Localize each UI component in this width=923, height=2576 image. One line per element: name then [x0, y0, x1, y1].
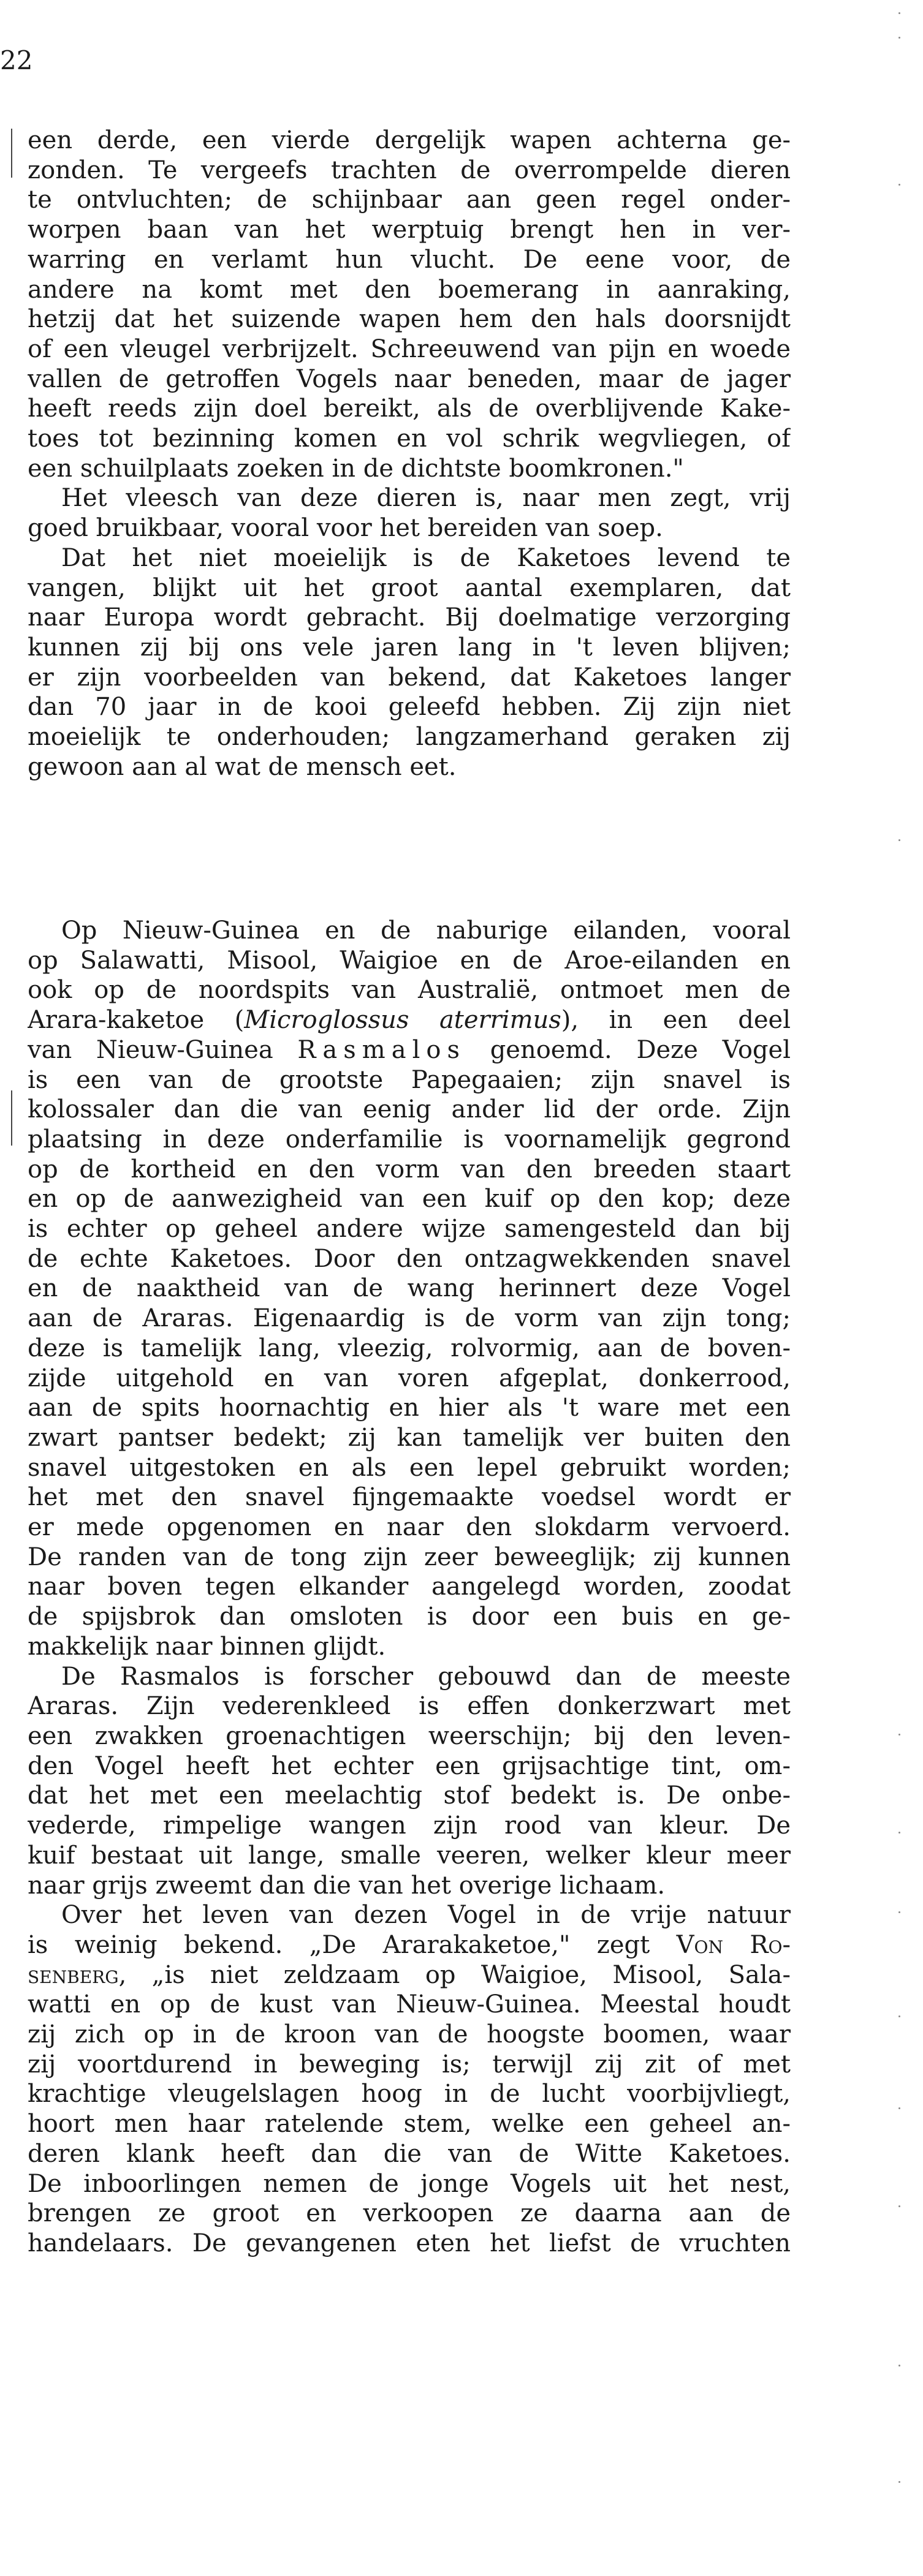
- text-line: ook op de noordspits van Australië, ontmoet men de: [28, 976, 791, 1005]
- text-line: een derde, een vierde dergelijk wapen achterna ge-: [28, 126, 791, 154]
- text-line: zij voortdurend in beweging is; terwijl zij zit of met: [28, 2050, 791, 2079]
- text-line: [28, 1930, 791, 1960]
- text-line: goed bruikbaar, vooral voor het bereiden van soep.: [28, 514, 663, 543]
- text-line: plaatsing in deze onderfamilie is voornamelijk gegrond: [28, 1125, 791, 1154]
- text-line: Het vleesch van deze dieren is, naar men zegt, vrij: [61, 484, 791, 513]
- text-line: op Salawatti, Misool, Waigioe en de Aroe-eilanden en: [28, 946, 791, 975]
- margin-rule: [11, 1090, 12, 1146]
- text-line: krachtige vleugelslagen hoog in de lucht voorbijvliegt,: [28, 2080, 791, 2109]
- text-line: of een vleugel verbrijzelt. Schreeuwend van pijn en woede: [28, 334, 791, 363]
- text-fragment: ), in een deel: [561, 1006, 791, 1035]
- text-line: moeielijk te onderhouden; langzamerhand geraken zij: [28, 723, 791, 752]
- text-line: De inboorlingen nemen de jonge Vogels uit het nest,: [28, 2169, 791, 2198]
- text-line: worpen baan van het werptuig brengt hen in ver-: [28, 216, 791, 244]
- text-line: naar boven tegen elkander aangelegd worden, zoodat: [28, 1573, 791, 1601]
- text-line: de echte Kaketoes. Door den ontzagwekkenden snavel: [28, 1244, 791, 1273]
- text-line: warring en verlamt hun vlucht. De eene voor, de: [28, 245, 791, 274]
- text-line: Araras. Zijn vederenkleed is effen donkerzwart met: [28, 1692, 791, 1721]
- text-line: op de kortheid en den vorm van den breeden staart: [28, 1155, 791, 1184]
- text-line: snavel uitgestoken en als een lepel gebruikt worden;: [28, 1453, 791, 1482]
- text-line: zijde uitgehold en van voren afgeplat, donkerrood,: [28, 1364, 791, 1392]
- text-line: naar grijs zweemt dan die van het overige lichaam.: [28, 1871, 666, 1900]
- text-line: brengen ze groot en verkoopen ze daarna aan de: [28, 2199, 791, 2228]
- text-line: er mede opgenomen en naar den slokdarm vervoerd.: [28, 1513, 791, 1542]
- text-line: gewoon aan al wat de mensch eet.: [28, 752, 457, 781]
- text-line: den Vogel heeft het echter een grijsachtige tint, om-: [28, 1751, 791, 1780]
- text-line: [28, 1960, 791, 1990]
- text-line: deze is tamelijk lang, vleezig, rolvormig, aan de boven-: [28, 1334, 791, 1362]
- text-line: en op de aanwezigheid van een kuif op den kop; deze: [28, 1185, 791, 1214]
- text-line: de spijsbrok dan omsloten is door een buis en ge-: [28, 1603, 791, 1631]
- text-line: naar Europa wordt gebracht. Bij doelmatige verzorging: [28, 603, 791, 632]
- text-fragment: is weinig bekend. „De Ararakaketoe," zegt: [28, 1930, 650, 1959]
- text-line: vangen, blijkt uit het groot aantal exemplaren, dat: [28, 573, 791, 602]
- text-line: dan 70 jaar in de kooi geleefd hebben. Zij zijn niet: [28, 693, 791, 722]
- text-line: [28, 1035, 791, 1065]
- text-line: een schuilplaats zoeken in de dichtste boomkronen.": [28, 454, 684, 483]
- page-number: 22: [0, 45, 33, 75]
- text-line: makkelijk naar binnen glijdt.: [28, 1632, 386, 1661]
- text-line: Op Nieuw-Guinea en de naburige eilanden, vooral: [61, 916, 791, 945]
- text-fragment: genoemd. Deze Vogel: [465, 1035, 791, 1064]
- paragraph-block-rasmalos: [28, 916, 791, 2259]
- text-line: De Rasmalos is forscher gebouwd dan de meeste: [61, 1662, 791, 1691]
- text-line: [28, 1005, 791, 1035]
- margin-rule: [11, 129, 12, 178]
- text-line: vederde, rimpelige wangen zijn rood van kleur. De: [28, 1811, 791, 1840]
- text-line: deren klank heeft dan die van de Witte Kaketoes.: [28, 2139, 791, 2168]
- native-name: Rasmalos: [297, 1035, 466, 1064]
- text-line: andere na komt met den boemerang in aanraking,: [28, 275, 791, 304]
- scan-margin-specks: [892, 0, 911, 2576]
- text-line: heeft reeds zijn doel bereikt, als de overblijvende Kake-: [28, 395, 791, 423]
- text-line: kuif bestaat uit lange, smalle veeren, welker kleur meer: [28, 1841, 791, 1870]
- text-line: aan de spits hoornachtig en hier als 't ware met een: [28, 1394, 791, 1422]
- text-line: is een van de grootste Papegaaien; zijn snavel is: [28, 1065, 791, 1094]
- text-line: vallen de getroffen Vogels naar beneden, maar de jager: [28, 364, 791, 393]
- author-name: Von Ro-: [676, 1930, 791, 1959]
- text-line: Dat het niet moeielijk is de Kaketoes levend te: [61, 543, 791, 572]
- species-latin-name: Microglossus aterrimus: [244, 1006, 561, 1035]
- text-line: kunnen zij bij ons vele jaren lang in 't leven blijven;: [28, 633, 791, 662]
- text-line: De randen van de tong zijn zeer beweeglijk; zij kunnen: [28, 1543, 791, 1571]
- text-line: zwart pantser bedekt; zij kan tamelijk ver buiten den: [28, 1423, 791, 1452]
- text-line: een zwakken groenachtigen weerschijn; bij den leven-: [28, 1721, 791, 1750]
- text-line: zonden. Te vergeefs trachten de overrompelde dieren: [28, 156, 791, 184]
- text-line: er zijn voorbeelden van bekend, dat Kaketoes langer: [28, 663, 791, 692]
- text-line: kolossaler dan die van eenig ander lid der orde. Zijn: [28, 1095, 791, 1124]
- text-line: en de naaktheid van de wang herinnert deze Vogel: [28, 1274, 791, 1303]
- text-line: handelaars. De gevangenen eten het liefst de vruchten: [28, 2229, 791, 2257]
- author-name: senberg: [28, 1960, 119, 1989]
- text-fragment: van Nieuw-Guinea: [28, 1035, 298, 1064]
- text-line: dat het met een meelachtig stof bedekt is. De onbe-: [28, 1781, 791, 1810]
- text-line: toes tot bezinning komen en vol schrik wegvliegen, of: [28, 425, 791, 453]
- text-line: hoort men haar ratelende stem, welke een geheel an-: [28, 2110, 791, 2139]
- text-line: Over het leven van dezen Vogel in de vrije natuur: [61, 1901, 791, 1930]
- text-line: te ontvluchten; de schijnbaar aan geen regel onder-: [28, 186, 791, 214]
- text-line: zij zich op in de kroon van de hoogste boomen, waar: [28, 2020, 791, 2049]
- text-line: het met den snavel fijngemaakte voedsel wordt er: [28, 1483, 791, 1512]
- text-line: is echter op geheel andere wijze samengesteld dan bij: [28, 1215, 791, 1244]
- paragraph-block-kaketoes: [28, 126, 791, 782]
- species-common-name: Arara-kaketoe (: [28, 1006, 245, 1035]
- text-line: aan de Araras. Eigenaardig is de vorm van zijn tong;: [28, 1304, 791, 1333]
- text-fragment: , „is niet zeldzaam op Waigioe, Misool, Sala-: [118, 1960, 791, 1989]
- text-line: hetzij dat het suizende wapen hem den hals doorsnijdt: [28, 305, 791, 334]
- text-line: watti en op de kust van Nieuw-Guinea. Meestal houdt: [28, 1990, 791, 2019]
